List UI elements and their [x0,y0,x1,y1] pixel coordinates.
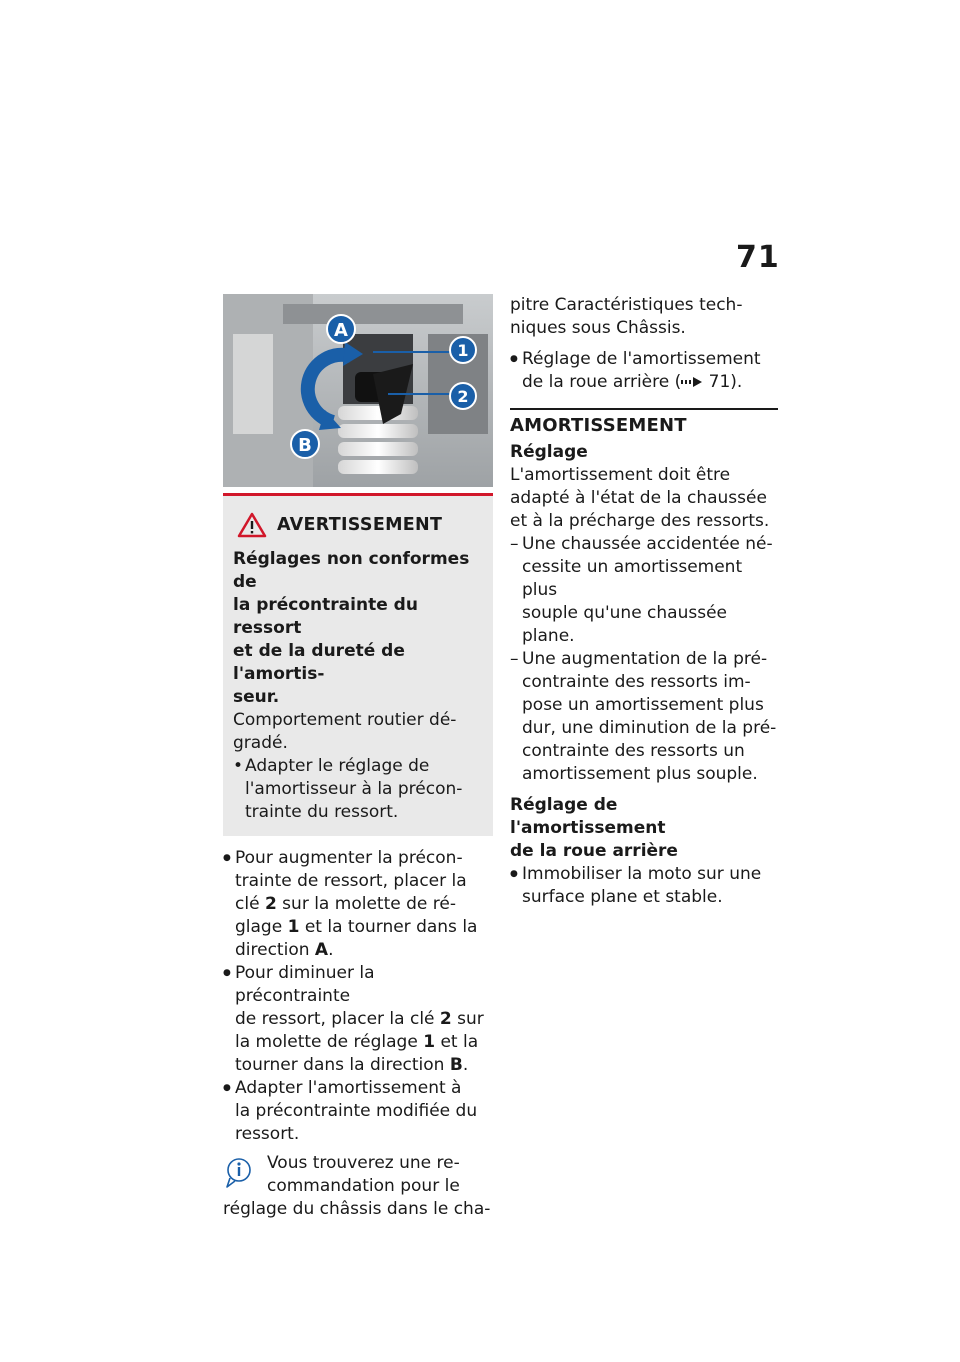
text: et la [435,1032,479,1052]
text: . [462,1055,469,1075]
info-continuation [510,294,778,340]
warning-heading-line: seur. [233,687,280,707]
dash-line: – Une augmentation de la pré- [522,649,768,669]
step-adapt-damping [223,1077,493,1146]
subsection-title: Réglage [510,442,588,462]
label-a: A [334,320,348,341]
step-line: surface plane et stable. [522,887,723,907]
step-line [235,1031,493,1054]
text: tourner dans la direction [235,1055,450,1075]
step-line [235,1054,493,1077]
warning-body-line: gradé. [233,733,288,753]
step-line: la précontrainte modifiée du [235,1101,478,1121]
text: direction [235,940,315,960]
warning-triangle-icon [237,512,267,538]
shock-adjuster-figure [223,294,493,487]
step-line: ● Immobiliser la moto sur une [522,864,762,884]
dash-line: dur, une diminution de la pré- [522,718,777,738]
shock-adjuster-illustration [223,294,493,487]
warning-heading-line: Réglages non conformes de [233,549,470,592]
subsection-title-line: Réglage de l'amortissement [510,795,666,838]
step-decrease-preload [223,962,493,1077]
text: de la roue arrière ( [522,372,682,392]
warning-heading-line: et de la dureté de l'amortis- [233,641,405,684]
warning-bullet-line: • Adapter le réglage de [245,756,430,776]
step-line: trainte de ressort, placer la [235,871,467,891]
text: sur [451,1009,484,1029]
knob-ref: 1 [287,917,300,937]
direction-ref: A [314,940,329,960]
warning-header [237,512,483,538]
intro-line: adapté à l'état de la chaussée [510,488,767,508]
direction-ref: B [449,1055,463,1075]
reference-line[interactable] [522,371,778,394]
subsection-title-line: de la roue arrière [510,841,678,861]
warning-bullet-line: trainte du ressort. [245,802,399,822]
step-increase-preload [223,847,493,962]
info-line: Vous trouverez une re- [267,1153,460,1173]
warning-box [223,493,493,836]
step-line [235,916,493,939]
reference-line: ● Réglage de l'amortissement [522,349,761,369]
warning-title: AVERTISSEMENT [277,514,443,535]
dash-line: amortissement plus souple. [522,764,758,784]
info-line: réglage du châssis dans le cha- [223,1199,491,1219]
text: sur la molette de ré- [276,894,456,914]
info-note [223,1152,493,1222]
warning-body [233,709,483,755]
callout-2: 2 [457,387,469,406]
step-line: ressort. [235,1124,300,1144]
dash-line: cessite un amortissement plus [522,557,743,600]
dash-line: contrainte des ressorts im- [522,672,751,692]
dash-line: souple qu'une chaussée plane. [522,603,728,646]
dash-item-preload [510,648,778,786]
section-title: AMORTISSEMENT [510,415,687,436]
text: et la tourner dans la [299,917,478,937]
dash-line: pose un amortissement plus [522,695,764,715]
callout-1: 1 [457,341,469,360]
right-column [510,294,778,909]
step-line [235,1008,493,1031]
page-reference-arrow-icon[interactable] [681,376,703,388]
dash-line: – Une chaussée accidentée né- [522,534,773,554]
intro-line: L'amortissement doit être [510,465,731,485]
warning-bullet [233,755,483,824]
text: la molette de réglage [235,1032,424,1052]
warning-body-line: Comportement routier dé- [233,710,457,730]
key-ref: 2 [439,1009,452,1029]
key-ref: 2 [264,894,277,914]
page-reference[interactable]: 71). [703,372,743,392]
step-line [235,939,493,962]
text: . [328,940,334,960]
step-park-motorcycle [510,863,778,909]
warning-bullet-line: l'amortisseur à la précon- [245,779,463,799]
damping-intro [510,464,778,533]
info-line: commandation pour le [267,1176,460,1196]
continuation-line: niques sous Châssis. [510,318,686,338]
intro-line: et à la précharge des ressorts. [510,511,770,531]
step-line: ● Pour diminuer la précontrainte [235,963,375,1006]
step-line: ● Adapter l'amortissement à [235,1078,462,1098]
text: clé [235,894,265,914]
dash-line: contrainte des ressorts un [522,741,745,761]
section-rule [510,408,778,410]
step-line [235,893,493,916]
page-number: 71 [736,240,780,275]
label-b: B [298,435,312,456]
dash-item-rough-road [510,533,778,648]
step-line: ● Pour augmenter la précon- [235,848,463,868]
subsection-title-rear-damping [510,794,778,863]
knob-ref: 1 [423,1032,436,1052]
text: de ressort, placer la clé [235,1009,440,1029]
damping-reference [510,348,778,394]
info-icon [225,1156,253,1190]
warning-heading-line: la précontrainte du ressort [233,595,418,638]
text: glage [235,917,288,937]
left-column [223,294,493,1222]
procedure-steps [223,847,493,1146]
warning-heading [233,548,483,709]
continuation-line: pitre Caractéristiques tech- [510,295,743,315]
